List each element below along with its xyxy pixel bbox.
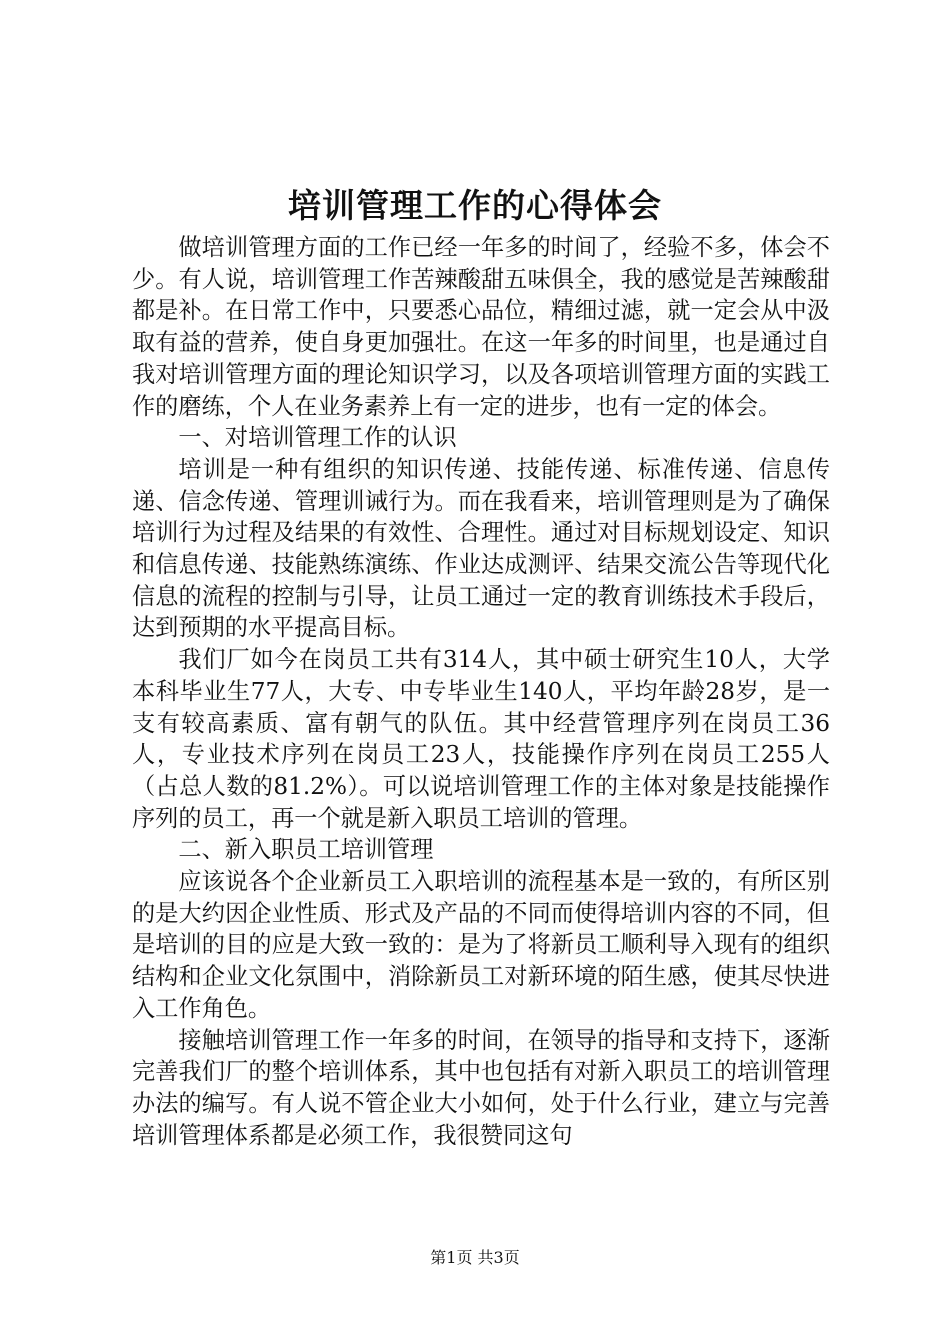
paragraph-system-building: 接触培训管理工作一年多的时间，在领导的指导和支持下，逐渐完善我们厂的整个培训体系，其中也包括有对新入职员工的培训管理办法的编写。有人说不管企业大小如何，处于什么行业，建立与完善培训管理体系都是必须工作，我很赞同这句 <box>132 1026 830 1149</box>
page-number-footer: 第1页 共3页 <box>430 1248 520 1267</box>
paragraph-staff-statistics: 我们厂如今在岗员工共有314人，其中硕士研究生10人，大学本科毕业生77人，大专、中专毕业生140人，平均年龄28岁，是一支有较高素质、富有朝气的队伍。其中经营管理序列在岗员工36人，专业技术序列在岗员工23人，技能操作序列在岗员工255人（占总人数的81.2%）。可以说培训管理工作的主体对象是技能操作序列的员工，再一个就是新入职员工培训的管理。 <box>132 646 830 832</box>
section-heading-2: 二、新入职员工培训管理 <box>178 836 434 864</box>
document-title: 培训管理工作的心得体会 <box>288 186 662 225</box>
document-body <box>132 232 830 1151</box>
paragraph-training-definition: 培训是一种有组织的知识传递、技能传递、标准传递、信息传递、信念传递、管理训诫行为。而在我看来，培训管理则是为了确保培训行为过程及结果的有效性、合理性。通过对目标规划设定、知识和信息传递、技能熟练演练、作业达成测评、结果交流公告等现代化信息的流程的控制与引导，让员工通过一定的教育训练技术手段后，达到预期的水平提高目标。 <box>132 455 830 642</box>
paragraph-onboarding: 应该说各个企业新员工入职培训的流程基本是一致的，有所区别的是大约因企业性质、形式及产品的不同而使得培训内容的不同，但是培训的目的应是大致一致的：是为了将新员工顺利导入现有的组织结构和企业文化氛围中，消除新员工对新环境的陌生感，使其尽快进入工作角色。 <box>132 868 830 1022</box>
section-heading-1: 一、对培训管理工作的认识 <box>178 424 457 452</box>
paragraph-intro: 做培训管理方面的工作已经一年多的时间了，经验不多，体会不少。有人说，培训管理工作苦辣酸甜五味俱全，我的感觉是苦辣酸甜都是补。在日常工作中，只要悉心品位，精细过滤，就一定会从中汲取有益的营养，使自身更加强壮。在这一年多的时间里，也是通过自我对培训管理方面的理论知识学习，以及各项培训管理方面的实践工作的磨练，个人在业务素养上有一定的进步，也有一定的体会。 <box>132 234 830 420</box>
